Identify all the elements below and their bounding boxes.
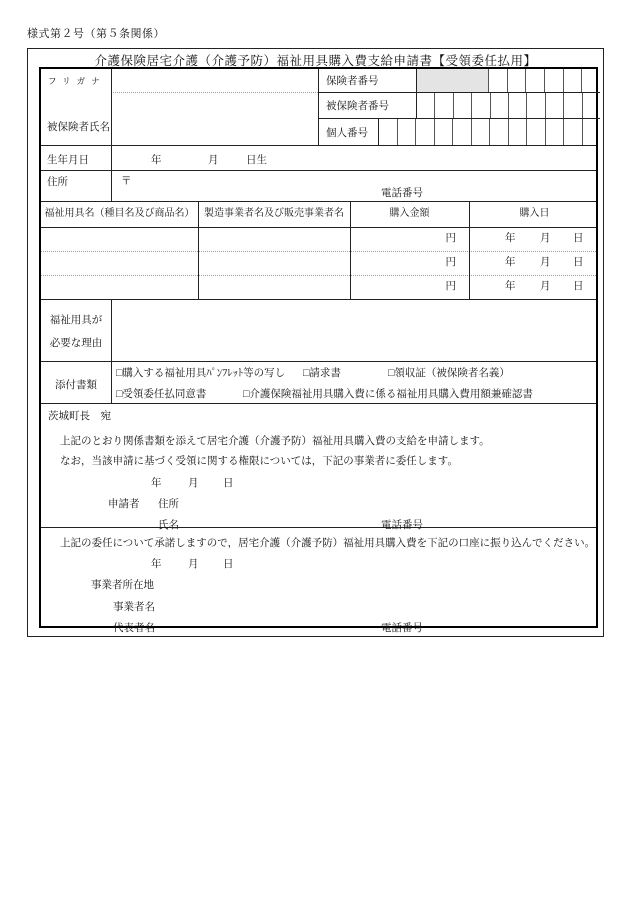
furigana-label: フリガナ — [48, 76, 106, 86]
consent-day-label: 日 — [223, 559, 234, 570]
yen-label: 円 — [445, 257, 456, 268]
purchase-year-label: 年 — [505, 281, 516, 292]
purchase-day-label: 日 — [573, 281, 584, 292]
digit-cell[interactable] — [508, 69, 527, 92]
business-address-field[interactable] — [171, 572, 371, 590]
business-address-label: 事業者所在地 — [91, 580, 154, 591]
digit-cell[interactable] — [583, 119, 601, 145]
yen-label: 円 — [445, 281, 456, 292]
birthdate-field[interactable] — [113, 146, 593, 169]
addressee: 茨城町長 宛 — [48, 411, 111, 422]
digit-cell[interactable] — [527, 119, 546, 145]
purchase-year-label: 年 — [505, 233, 516, 244]
digit-cell[interactable] — [417, 93, 435, 118]
reason-label-line1: 福祉用具が — [49, 315, 103, 326]
digit-cell[interactable] — [435, 93, 453, 118]
attachments-label: 添付書類 — [55, 380, 97, 391]
digit-cell[interactable] — [527, 93, 545, 118]
equipment-name-field[interactable] — [41, 275, 198, 299]
application-statement-1: 上記のとおり関係書類を添えて居宅介護（介護予防）福祉用具購入費の支給を申請します。 — [60, 436, 490, 447]
digit-cell[interactable] — [489, 69, 508, 92]
birthdate-month-label: 月 — [208, 155, 219, 166]
digit-cell[interactable] — [582, 69, 600, 92]
form-title: 介護保険居宅介護（介護予防）福祉用具購入費支給申請書【受領委任払用】 — [94, 54, 537, 68]
form-code: 様式第２号（第５条関係） — [27, 28, 165, 40]
application-statement-2: なお，当該申請に基づく受領に関する権限については，下記の事業者に委任します。 — [60, 456, 458, 467]
digit-cell[interactable] — [491, 93, 509, 118]
purchase-date-row — [469, 275, 600, 299]
application-month-label: 月 — [188, 478, 199, 489]
digit-cell[interactable] — [398, 119, 417, 145]
form-outer-border — [27, 48, 604, 637]
insurer-number-row — [318, 69, 600, 93]
attachment-item — [388, 365, 510, 380]
manufacturer-field[interactable] — [198, 227, 350, 251]
insurer-number-shaded-cell — [417, 69, 489, 92]
representative-label: 代表者名 — [113, 623, 155, 634]
purchase-header-equipment: 福祉用具名（種目名及び商品名） — [44, 208, 195, 219]
digit-cell[interactable] — [564, 119, 583, 145]
application-year-label: 年 — [151, 478, 162, 489]
attachment-item — [303, 365, 341, 380]
digit-cell[interactable] — [379, 119, 398, 145]
checkbox-icon[interactable]: □ — [243, 389, 250, 400]
purchase-header-manufacturer: 製造事業者名及び販売事業者名 — [204, 208, 344, 219]
consent-year-label: 年 — [151, 559, 162, 570]
reason-label-line2: 必要な理由 — [49, 338, 103, 349]
consent-month-label: 月 — [188, 559, 199, 570]
form-table — [39, 67, 598, 634]
address-field[interactable] — [136, 171, 376, 199]
personal-number-row — [318, 119, 600, 145]
digit-cell[interactable] — [454, 93, 472, 118]
applicant-name-label: 氏名 — [158, 520, 179, 531]
digit-cell[interactable] — [564, 69, 583, 92]
digit-cell[interactable] — [472, 93, 490, 118]
consent-statement: 上記の委任について承諾しますので，居宅介護（介護予防）福祉用具購入費を下記の口座に振り込んでください。 — [60, 538, 596, 549]
representative-name-field[interactable] — [171, 614, 371, 632]
digit-cell[interactable] — [509, 93, 527, 118]
address-label: 住所 — [47, 177, 68, 188]
digit-cell[interactable] — [545, 69, 564, 92]
checkbox-icon[interactable]: □ — [388, 368, 395, 379]
attachment-item — [116, 386, 206, 401]
attachment-item-label: 介護保険福祉用具購入費に係る福祉用具購入費用額兼確認書 — [249, 389, 533, 400]
postal-mark: 〒 — [121, 176, 132, 187]
insured-number-row — [318, 93, 600, 119]
digit-cell[interactable] — [564, 93, 582, 118]
dotted-divider — [111, 92, 318, 93]
digit-cell[interactable] — [472, 119, 491, 145]
applicant-address-field[interactable] — [186, 490, 366, 508]
purchase-year-label: 年 — [505, 257, 516, 268]
digit-cell[interactable] — [526, 69, 545, 92]
attachment-item-label: 領収証（被保険者名義） — [394, 368, 510, 379]
business-phone-label: 電話番号 — [381, 623, 423, 634]
digit-cell[interactable] — [416, 119, 435, 145]
digit-cell[interactable] — [583, 93, 600, 118]
equipment-name-field[interactable] — [41, 251, 198, 275]
digit-cell[interactable] — [546, 93, 564, 118]
checkbox-icon[interactable]: □ — [116, 389, 123, 400]
yen-label: 円 — [445, 233, 456, 244]
purchase-header-date: 購入日 — [519, 208, 550, 219]
personal-number-label: 個人番号 — [319, 119, 379, 145]
checkbox-icon[interactable]: □ — [303, 368, 310, 379]
divider — [41, 403, 596, 404]
birthdate-day-label: 日生 — [246, 155, 267, 166]
manufacturer-field[interactable] — [198, 275, 350, 299]
business-name-field[interactable] — [171, 593, 371, 611]
purchase-date-row — [469, 227, 600, 251]
purchase-month-label: 月 — [540, 257, 551, 268]
divider — [111, 69, 112, 201]
digit-cell[interactable] — [435, 119, 454, 145]
equipment-name-field[interactable] — [41, 227, 198, 251]
birthdate-year-label: 年 — [151, 155, 162, 166]
purchase-date-row — [469, 251, 600, 275]
attachment-item-label: 受領委任払同意書 — [122, 389, 207, 400]
applicant-phone-label: 電話番号 — [381, 520, 423, 531]
insurer-number-label: 保険者番号 — [319, 69, 417, 92]
phone-label: 電話番号 — [381, 188, 423, 199]
digit-cell[interactable] — [453, 119, 472, 145]
business-name-label: 事業者名 — [113, 602, 155, 613]
applicant-address-label: 住所 — [158, 499, 179, 510]
purchase-month-label: 月 — [540, 233, 551, 244]
purchase-header-amount: 購入金額 — [389, 208, 430, 219]
attachment-item-label: 購入する福祉用具ﾊﾟﾝﾌﾚｯﾄ等の写し — [122, 368, 286, 379]
digit-cell[interactable] — [490, 119, 509, 145]
birthdate-label: 生年月日 — [47, 155, 89, 166]
digit-cell[interactable] — [546, 119, 565, 145]
checkbox-icon[interactable]: □ — [116, 368, 123, 379]
furigana-field[interactable] — [113, 70, 317, 91]
purchase-day-label: 日 — [573, 257, 584, 268]
applicant-name-field[interactable] — [186, 511, 366, 529]
purchase-day-label: 日 — [573, 233, 584, 244]
reason-field[interactable] — [112, 300, 595, 360]
attachment-item-label: 請求書 — [309, 368, 341, 379]
purchase-month-label: 月 — [540, 281, 551, 292]
applicant-label: 申請者 — [108, 499, 140, 510]
divider — [41, 361, 596, 362]
attachment-item — [116, 365, 285, 380]
insured-name-field[interactable] — [113, 94, 317, 144]
insured-number-label: 被保険者番号 — [319, 93, 417, 118]
digit-cell[interactable] — [509, 119, 528, 145]
manufacturer-field[interactable] — [198, 251, 350, 275]
insured-name-label: 被保険者氏名 — [47, 122, 110, 133]
application-day-label: 日 — [223, 478, 234, 489]
attachment-item — [243, 386, 533, 401]
